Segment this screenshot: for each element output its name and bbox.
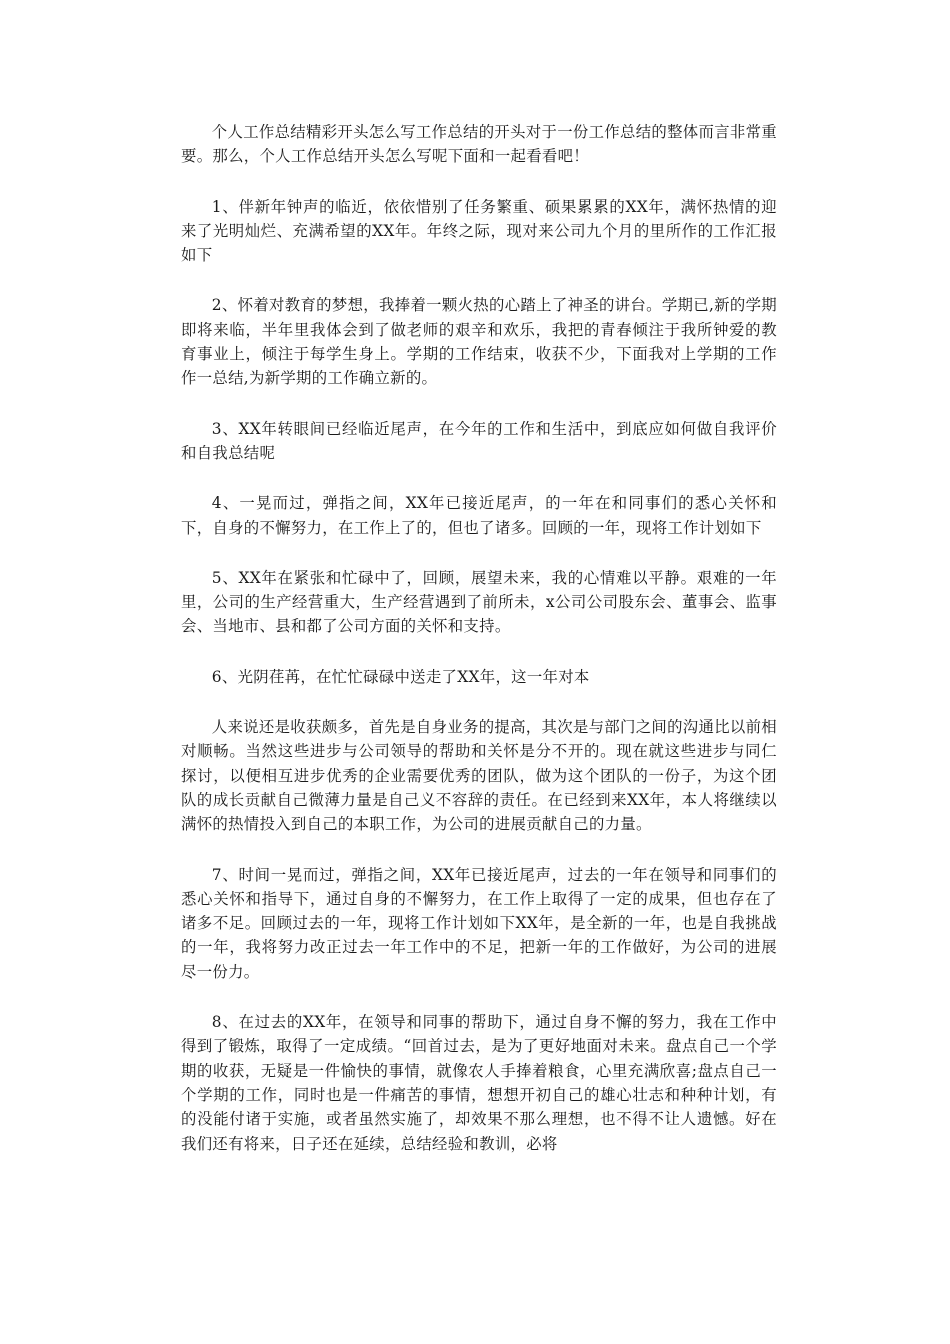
paragraph-8: 8、在过去的XX年，在领导和同事的帮助下，通过自身不懈的努力，我在工作中得到了锻炼，取得了一定成绩。“回首过去，是为了更好地面对未来。盘点自己一个学期的收获，无疑是一件愉快的事情，就像农人手捧着粮食，心里充满欣喜;盘点自己一个学期的工作，同时也是一件痛苦的事情，想想开初自己的雄心壮志和种种计划，有的没能付诸于实施，或者虽然实施了，却效果不那么理想，也不得不让人遗憾。好在我们还有将来，日子还在延续，总结经验和教训，必将	[181, 1013, 777, 1153]
paragraph-3: 3、XX年转眼间已经临近尾声，在今年的工作和生活中，到底应如何做自我评价和自我总结呢	[181, 419, 777, 462]
document-body	[181, 120, 777, 1156]
paragraph-6: 6、光阴荏苒，在忙忙碌碌中送走了XX年，这一年对本	[211, 667, 590, 686]
intro-paragraph: 个人工作总结精彩开头怎么写工作总结的开头对于一份工作总结的整体而言非常重要。那么，个人工作总结开头怎么写呢下面和一起看看吧！	[181, 123, 777, 166]
paragraph-4: 4、一晃而过，弹指之间，XX年已接近尾声，的一年在和同事们的悉心关怀和下，自身的不懈努力，在工作上了的，但也了诸多。回顾的一年，现将工作计划如下	[181, 494, 777, 537]
paragraph-1: 1、伴新年钟声的临近，依依惜别了任务繁重、硕果累累的XX年，满怀热情的迎来了光明灿烂、充满希望的XX年。年终之际，现对来公司九个月的里所作的工作汇报如下	[181, 197, 777, 265]
paragraph-7: 7、时间一晃而过，弹指之间，XX年已接近尾声，过去的一年在领导和同事们的悉心关怀和指导下，通过自身的不懈努力，在工作上取得了一定的成果，但也存在了诸多不足。回顾过去的一年，现将工作计划如下XX年，是全新的一年，也是自我挑战的一年，我将努力改正过去一年工作中的不足，把新一年的工作做好，为公司的进展尽一份力。	[181, 865, 777, 981]
paragraph-6-continued: 人来说还是收获颇多，首先是自身业务的提高，其次是与部门之间的沟通比以前相对顺畅。当然这些进步与公司领导的帮助和关怀是分不开的。现在就这些进步与同仁探讨，以便相互进步优秀的企业需要优秀的团队，做为这个团队的一份子，为这个团队的成长贡献自己微薄力量是自己义不容辞的责任。在已经到来XX年，本人将继续以满怀的热情投入到自己的本职工作，为公司的进展贡献自己的力量。	[181, 718, 777, 834]
paragraph-2: 2、怀着对教育的梦想，我捧着一颗火热的心踏上了神圣的讲台。学期已,新的学期即将来临，半年里我体会到了做老师的艰辛和欢乐，我把的青春倾注于我所钟爱的教育事业上，倾注于每学生身上。学期的工作结束，收获不少，下面我对上学期的工作作一总结,为新学期的工作确立新的。	[181, 296, 777, 388]
paragraph-5: 5、XX年在紧张和忙碌中了，回顾，展望未来，我的心情难以平静。艰难的一年里，公司的生产经营重大，生产经营遇到了前所未，x公司公司股东会、董事会、监事会、当地市、县和都了公司方面的关怀和支持。	[181, 568, 777, 636]
